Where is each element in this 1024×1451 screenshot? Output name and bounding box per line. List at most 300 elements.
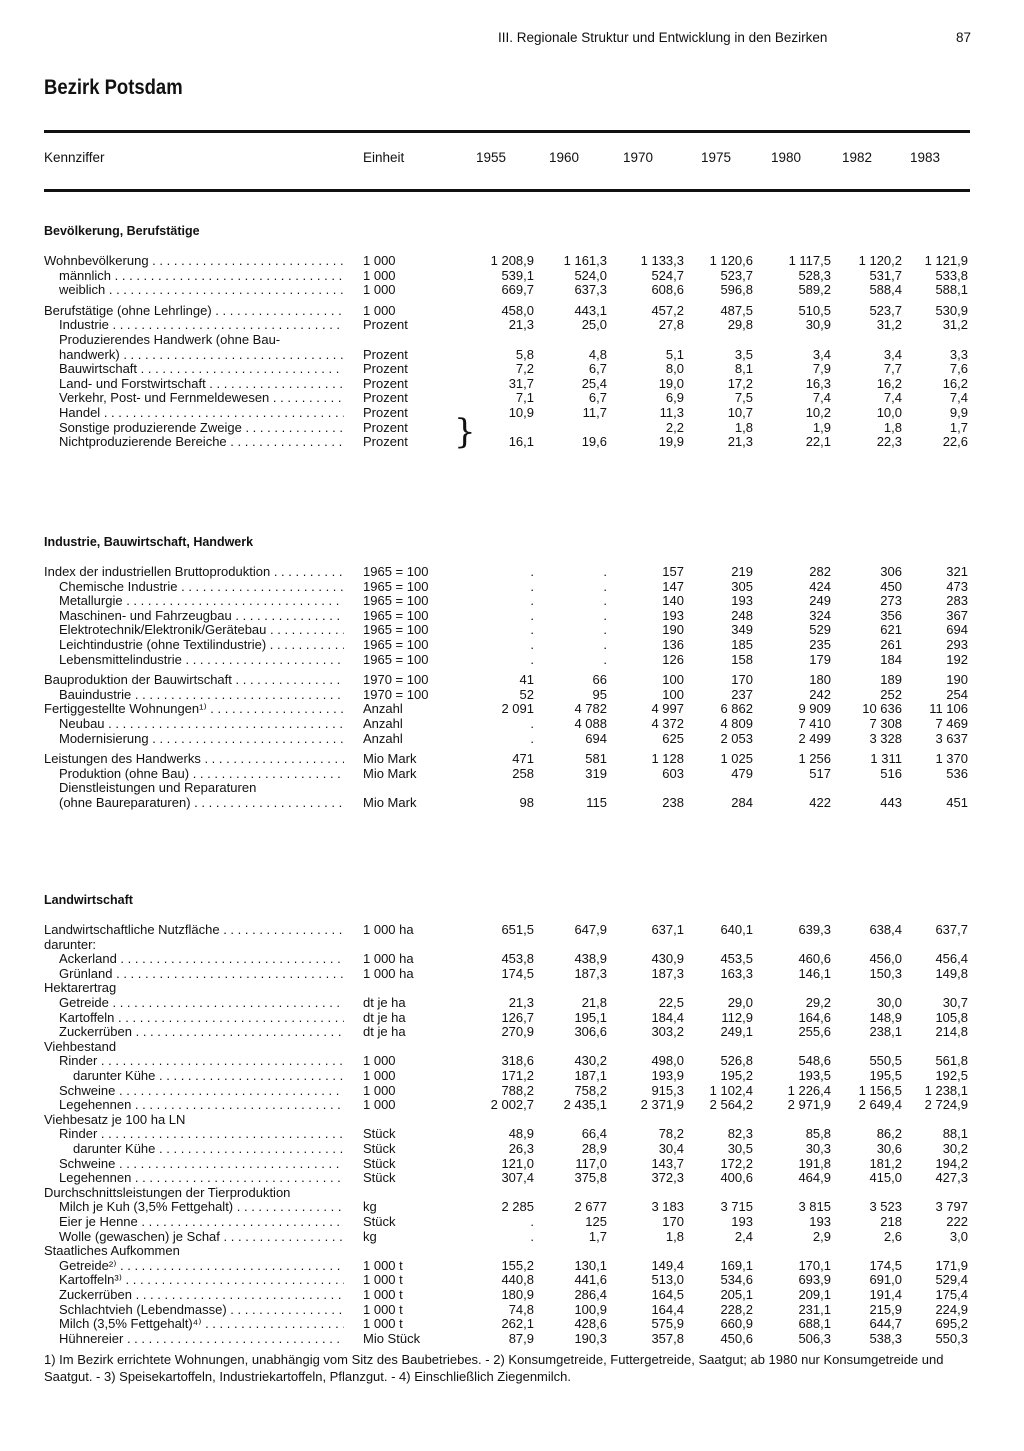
- value-cell: 3 183: [651, 1199, 684, 1215]
- row-label: Eier je Henne . . .: [59, 1215, 344, 1230]
- value-cell: 7,6: [949, 361, 968, 377]
- value-cell: 170,1: [798, 1257, 831, 1273]
- value-cell: 205,1: [720, 1287, 753, 1302]
- value-cell: 273: [880, 593, 902, 609]
- row-unit: dt je ha: [363, 1009, 406, 1025]
- value-cell: 608,6: [651, 282, 684, 298]
- value-cell: .: [603, 651, 607, 667]
- row-unit: Stück: [363, 1214, 396, 1229]
- value-cell: 31,2: [942, 317, 968, 333]
- value-cell: 242: [809, 686, 831, 702]
- value-cell: 82,3: [727, 1126, 753, 1142]
- row-unit: 1965 = 100: [363, 564, 429, 579]
- value-cell: 2 371,9: [640, 1097, 684, 1113]
- row-label: Wohnbevölkerung . . .: [44, 254, 344, 269]
- value-cell: 550,3: [935, 1330, 968, 1346]
- value-cell: 215,9: [869, 1301, 902, 1317]
- value-cell: 2 677: [574, 1199, 607, 1215]
- value-cell: 2 499: [798, 730, 831, 746]
- row-unit: Mio Mark: [363, 795, 417, 810]
- row-unit: 1 000: [363, 1082, 396, 1098]
- value-cell: 8,0: [665, 361, 684, 377]
- column-header-year: 1982: [842, 150, 873, 165]
- value-cell: 181,2: [869, 1155, 902, 1171]
- value-cell: 4 782: [574, 701, 607, 717]
- value-cell: 464,9: [798, 1170, 831, 1186]
- value-cell: 224,9: [935, 1301, 968, 1317]
- value-cell: 523,7: [869, 302, 902, 318]
- value-cell: 52: [519, 686, 534, 702]
- row-label: weiblich . . .: [59, 283, 344, 298]
- row-unit: 1 000 t: [363, 1272, 403, 1288]
- row-unit: 1970 = 100: [363, 686, 429, 702]
- row-label: darunter Kühe . . .: [73, 1142, 344, 1157]
- row-unit: dt je ha: [363, 995, 406, 1010]
- row-label: Milch je Kuh (3,5% Fettgehalt) . . .: [59, 1200, 344, 1215]
- value-cell: .: [603, 578, 607, 594]
- value-cell: 148,9: [869, 1009, 902, 1025]
- row-label: Schweine . . .: [59, 1157, 344, 1172]
- value-cell: 190: [662, 622, 684, 638]
- row-unit: Prozent: [363, 375, 408, 391]
- row-label: Getreide²⁾ . . .: [59, 1259, 344, 1274]
- value-cell: 2 971,9: [787, 1097, 831, 1113]
- row-label: Schweine . . .: [59, 1084, 344, 1099]
- row-unit: Anzahl: [363, 730, 403, 746]
- table-row: [0, 767, 1024, 782]
- value-cell: 26,3: [508, 1141, 534, 1156]
- row-label: Rinder . . .: [59, 1054, 344, 1069]
- value-cell: 255,6: [798, 1024, 831, 1040]
- table-row: [0, 283, 1024, 298]
- value-cell: 430,9: [651, 951, 684, 967]
- value-cell: 270,9: [501, 1024, 534, 1040]
- table-row: [0, 348, 1024, 363]
- value-cell: 3,0: [949, 1228, 968, 1244]
- value-cell: 424: [809, 578, 831, 594]
- value-cell: 2 285: [501, 1199, 534, 1215]
- value-cell: 534,6: [720, 1272, 753, 1288]
- row-unit: 1965 = 100: [363, 593, 429, 609]
- row-unit: 1 000 ha: [363, 922, 414, 937]
- table-row: [0, 1040, 1024, 1055]
- row-label: Verkehr, Post- und Fernmeldewesen . . .: [59, 391, 344, 406]
- value-cell: 510,5: [798, 302, 831, 318]
- value-cell: 450: [880, 578, 902, 594]
- row-label: Ackerland . . .: [59, 952, 344, 967]
- value-cell: 100: [662, 686, 684, 702]
- value-cell: 1 370: [935, 751, 968, 767]
- table-row: [0, 981, 1024, 996]
- row-label: Modernisierung . . .: [59, 732, 344, 747]
- row-label: Elektrotechnik/Elektronik/Gerätebau . . .: [59, 623, 344, 638]
- value-cell: 318,6: [501, 1053, 534, 1069]
- value-cell: 688,1: [798, 1316, 831, 1332]
- value-cell: 3 523: [869, 1199, 902, 1215]
- value-cell: 460,6: [798, 951, 831, 967]
- value-cell: 1 117,5: [788, 253, 831, 268]
- value-cell: 66: [592, 672, 607, 688]
- column-header-year: 1970: [623, 150, 654, 165]
- table-row: [0, 1113, 1024, 1128]
- value-cell: 66,4: [581, 1126, 607, 1142]
- value-cell: 6 862: [720, 701, 753, 717]
- value-cell: .: [530, 716, 534, 731]
- value-cell: 2,4: [734, 1228, 753, 1244]
- table-row: [0, 702, 1024, 717]
- value-cell: 172,2: [720, 1155, 753, 1171]
- value-cell: 357,8: [651, 1330, 684, 1346]
- value-cell: 22,6: [942, 434, 968, 450]
- row-unit: Prozent: [363, 434, 408, 450]
- value-cell: 30,2: [942, 1141, 968, 1156]
- value-cell: 4,8: [588, 346, 607, 362]
- row-label: Nichtproduzierende Bereiche . . .: [59, 435, 344, 450]
- section-title: Landwirtschaft: [44, 893, 133, 907]
- table-row: [0, 1186, 1024, 1201]
- row-label: Zuckerrüben . . .: [59, 1288, 344, 1303]
- value-cell: 533,8: [935, 267, 968, 283]
- value-cell: 589,2: [798, 282, 831, 298]
- row-label: Bauindustrie . . .: [59, 688, 344, 703]
- section-title: Bevölkerung, Berufstätige: [44, 224, 200, 238]
- value-cell: 9,9: [949, 405, 968, 420]
- value-cell: 169,1: [720, 1257, 753, 1273]
- value-cell: 191,8: [798, 1155, 831, 1171]
- value-cell: 561,8: [935, 1053, 968, 1069]
- row-unit: Stück: [363, 1170, 396, 1186]
- value-cell: 190: [946, 672, 968, 688]
- row-label: Grünland . . .: [59, 967, 344, 982]
- value-cell: .: [530, 593, 534, 609]
- value-cell: .: [530, 730, 534, 746]
- value-cell: .: [603, 622, 607, 638]
- column-header-year: 1975: [701, 150, 732, 165]
- value-cell: 87,9: [508, 1330, 534, 1346]
- value-cell: 112,9: [721, 1009, 753, 1025]
- value-cell: 651,5: [501, 922, 534, 937]
- value-cell: 11,7: [582, 405, 607, 420]
- row-label: Durchschnittsleistungen der Tierproduktion: [44, 1185, 291, 1200]
- value-cell: 30,7: [942, 995, 968, 1010]
- value-cell: 694: [946, 622, 968, 638]
- table-row: [0, 623, 1024, 638]
- value-cell: 157: [662, 564, 684, 579]
- value-cell: 603: [662, 765, 684, 781]
- value-cell: 1,7: [588, 1228, 607, 1244]
- row-label: Staatliches Aufkommen: [44, 1244, 180, 1259]
- value-cell: 1 120,6: [709, 253, 753, 268]
- merged-rows-brace: }: [454, 412, 476, 452]
- value-cell: 158: [731, 651, 753, 667]
- value-cell: 637,1: [651, 922, 684, 937]
- value-cell: 3,5: [734, 346, 753, 362]
- value-cell: 1,8: [883, 419, 902, 435]
- value-cell: 536: [946, 765, 968, 781]
- value-cell: 7,4: [949, 390, 968, 406]
- value-cell: 170: [662, 1214, 684, 1229]
- value-cell: 117,0: [575, 1155, 607, 1171]
- value-cell: 16,3: [805, 375, 831, 391]
- column-header-year: 1983: [910, 150, 941, 165]
- value-cell: 191,4: [869, 1287, 902, 1302]
- value-cell: 136: [662, 637, 684, 652]
- value-cell: 538,3: [869, 1330, 902, 1346]
- value-cell: 100: [662, 672, 684, 688]
- value-cell: 10,7: [727, 405, 753, 420]
- value-cell: 3 715: [720, 1199, 753, 1215]
- value-cell: 319: [585, 765, 607, 781]
- row-label: Land- und Forstwirtschaft . . .: [59, 377, 344, 392]
- row-label: Maschinen- und Fahrzeugbau . . .: [59, 609, 344, 624]
- value-cell: 324: [809, 607, 831, 623]
- value-cell: 1 121,9: [924, 253, 968, 268]
- table-row: [0, 304, 1024, 319]
- value-cell: 248: [731, 607, 753, 623]
- value-cell: 321: [946, 564, 968, 579]
- value-cell: 126: [662, 651, 684, 667]
- value-cell: 453,8: [501, 951, 534, 967]
- value-cell: 28,9: [581, 1141, 607, 1156]
- value-cell: 192,5: [935, 1068, 968, 1083]
- value-cell: 22,5: [658, 995, 684, 1010]
- value-cell: 195,5: [869, 1068, 902, 1083]
- value-cell: 372,3: [651, 1170, 684, 1186]
- value-cell: .: [530, 1214, 534, 1229]
- value-cell: 30,4: [658, 1141, 684, 1156]
- value-cell: 164,6: [798, 1009, 831, 1025]
- value-cell: 184,4: [651, 1009, 684, 1025]
- value-cell: 487,5: [720, 302, 753, 318]
- row-label: Index der industriellen Bruttoproduktion . . .: [44, 565, 344, 580]
- table-row: [0, 1332, 1024, 1347]
- table-row: [0, 688, 1024, 703]
- value-cell: 150,3: [869, 965, 902, 981]
- value-cell: 1,8: [734, 419, 753, 435]
- value-cell: 456,4: [935, 951, 968, 967]
- value-cell: 529: [809, 622, 831, 638]
- value-cell: 193: [731, 593, 753, 609]
- value-cell: 22,1: [805, 434, 831, 450]
- value-cell: 185: [731, 637, 753, 652]
- row-unit: 1970 = 100: [363, 672, 429, 688]
- value-cell: 528,3: [798, 267, 831, 283]
- row-label: Zuckerrüben . . .: [59, 1025, 344, 1040]
- value-cell: 22,3: [876, 434, 902, 450]
- value-cell: 1 025: [720, 751, 753, 767]
- table-row: [0, 1084, 1024, 1099]
- value-cell: 1 161,3: [563, 253, 607, 268]
- table-row: [0, 1054, 1024, 1069]
- value-cell: 30,0: [876, 995, 902, 1010]
- table-row: [0, 391, 1024, 406]
- value-cell: 422: [809, 795, 831, 810]
- value-cell: 1 256: [798, 751, 831, 767]
- value-cell: 284: [731, 795, 753, 810]
- table-row: [0, 653, 1024, 668]
- value-cell: 1 311: [870, 751, 902, 767]
- row-unit: 1 000 t: [363, 1316, 403, 1332]
- row-unit: 1 000 ha: [363, 965, 414, 981]
- row-label: Kartoffeln . . .: [59, 1011, 344, 1026]
- row-unit: kg: [363, 1199, 377, 1215]
- value-cell: 307,4: [501, 1170, 534, 1186]
- value-cell: 7,1: [515, 390, 534, 406]
- table-row: [0, 796, 1024, 811]
- value-cell: 1 128: [651, 751, 684, 767]
- value-cell: 1,9: [812, 419, 831, 435]
- value-cell: 163,3: [720, 965, 753, 981]
- value-cell: 443,1: [574, 302, 607, 318]
- value-cell: 29,8: [727, 317, 753, 333]
- row-label: darunter:: [44, 937, 97, 952]
- value-cell: 140: [662, 593, 684, 609]
- table-row: [0, 609, 1024, 624]
- value-cell: 174,5: [501, 965, 534, 981]
- row-unit: 1 000: [363, 1097, 396, 1113]
- value-cell: 7,7: [883, 361, 902, 377]
- value-cell: 2 053: [720, 730, 753, 746]
- value-cell: 588,1: [935, 282, 968, 298]
- table-row: [0, 938, 1024, 953]
- value-cell: 10 636: [862, 701, 902, 717]
- value-cell: 19,6: [581, 434, 607, 450]
- top-rule: [44, 130, 970, 133]
- value-cell: 575,9: [651, 1316, 684, 1332]
- row-unit: Anzahl: [363, 716, 403, 731]
- value-cell: 3 797: [935, 1199, 968, 1215]
- value-cell: 174,5: [869, 1257, 902, 1273]
- value-cell: 621: [880, 622, 902, 638]
- row-label: Getreide . . .: [59, 996, 344, 1011]
- value-cell: 638,4: [869, 922, 902, 937]
- value-cell: 19,9: [658, 434, 684, 450]
- value-cell: 453,5: [720, 951, 753, 967]
- row-label: Sonstige produzierende Zweige . . .: [59, 421, 344, 436]
- value-cell: 4 372: [651, 716, 684, 731]
- table-row: [0, 318, 1024, 333]
- value-cell: 7,9: [812, 361, 831, 377]
- row-unit: Stück: [363, 1126, 396, 1142]
- value-cell: 238,1: [869, 1024, 902, 1040]
- value-cell: 588,4: [869, 282, 902, 298]
- value-cell: 3,3: [949, 346, 968, 362]
- row-label: Viehbesatz je 100 ha LN: [44, 1112, 186, 1127]
- row-unit: kg: [363, 1228, 377, 1244]
- row-unit: 1 000 t: [363, 1287, 403, 1302]
- row-unit: 1 000: [363, 253, 396, 268]
- value-cell: 1 102,4: [709, 1082, 753, 1098]
- row-label: Milch (3,5% Fettgehalt)⁴⁾ . . .: [59, 1317, 344, 1332]
- value-cell: 2 091: [501, 701, 534, 717]
- table-row: [0, 1127, 1024, 1142]
- value-cell: 147: [662, 578, 684, 594]
- value-cell: 21,3: [508, 317, 534, 333]
- row-unit: dt je ha: [363, 1024, 406, 1040]
- value-cell: 596,8: [720, 282, 753, 298]
- value-cell: 193: [731, 1214, 753, 1229]
- value-cell: 126,7: [501, 1009, 534, 1025]
- value-cell: 30,5: [727, 1141, 753, 1156]
- row-label: Viehbestand: [44, 1039, 117, 1054]
- row-unit: Prozent: [363, 361, 408, 377]
- value-cell: 17,2: [727, 375, 753, 391]
- value-cell: .: [530, 578, 534, 594]
- value-cell: 125: [585, 1214, 607, 1229]
- value-cell: .: [530, 651, 534, 667]
- row-label: Chemische Industrie . . .: [59, 580, 344, 595]
- table-row: [0, 1142, 1024, 1157]
- value-cell: 180,9: [501, 1287, 534, 1302]
- table-row: [0, 1157, 1024, 1172]
- value-cell: 95: [592, 686, 607, 702]
- column-header-unit: Einheit: [363, 150, 405, 165]
- value-cell: 1,8: [665, 1228, 684, 1244]
- value-cell: 2 724,9: [924, 1097, 968, 1113]
- value-cell: 581: [585, 751, 607, 767]
- page-number: 87: [956, 30, 972, 45]
- value-cell: 349: [731, 622, 753, 638]
- value-cell: 16,1: [508, 434, 534, 450]
- value-cell: 209,1: [798, 1287, 831, 1302]
- value-cell: 305: [731, 578, 753, 594]
- row-label: (ohne Baureparaturen) . . .: [59, 796, 344, 811]
- value-cell: 637,7: [935, 922, 968, 937]
- value-cell: 98: [519, 795, 534, 810]
- value-cell: 4 997: [651, 701, 684, 717]
- table-row: [0, 254, 1024, 269]
- value-cell: 30,9: [805, 317, 831, 333]
- value-cell: .: [530, 607, 534, 623]
- table-row: [0, 580, 1024, 595]
- value-cell: .: [603, 637, 607, 652]
- row-unit: Mio Stück: [363, 1330, 421, 1346]
- value-cell: 282: [809, 564, 831, 579]
- value-cell: 31,2: [876, 317, 902, 333]
- value-cell: 187,3: [651, 965, 684, 981]
- value-cell: 10,2: [805, 405, 831, 420]
- value-cell: 143,7: [651, 1155, 684, 1171]
- table-row: [0, 406, 1024, 421]
- table-row: [0, 1230, 1024, 1245]
- value-cell: 214,8: [935, 1024, 968, 1040]
- value-cell: 4 088: [574, 716, 607, 731]
- value-cell: 430,2: [574, 1053, 607, 1069]
- value-cell: 175,4: [935, 1287, 968, 1302]
- value-cell: 78,2: [658, 1126, 684, 1142]
- value-cell: 458,0: [501, 302, 534, 318]
- value-cell: 10,9: [508, 405, 534, 420]
- table-row: [0, 362, 1024, 377]
- value-cell: 235: [809, 637, 831, 652]
- table-row: [0, 1098, 1024, 1113]
- row-unit: 1965 = 100: [363, 622, 429, 638]
- value-cell: 10,0: [876, 405, 902, 420]
- value-cell: 3 328: [869, 730, 902, 746]
- value-cell: 171,9: [935, 1257, 968, 1273]
- value-cell: .: [603, 593, 607, 609]
- value-cell: 788,2: [501, 1082, 534, 1098]
- value-cell: 25,4: [581, 375, 607, 391]
- value-cell: .: [530, 564, 534, 579]
- value-cell: 524,0: [574, 267, 607, 283]
- value-cell: 25,0: [581, 317, 607, 333]
- value-cell: 2,6: [883, 1228, 902, 1244]
- row-label: Legehennen . . .: [59, 1098, 344, 1113]
- value-cell: 625: [662, 730, 684, 746]
- value-cell: 694: [585, 730, 607, 746]
- value-cell: 164,4: [651, 1301, 684, 1317]
